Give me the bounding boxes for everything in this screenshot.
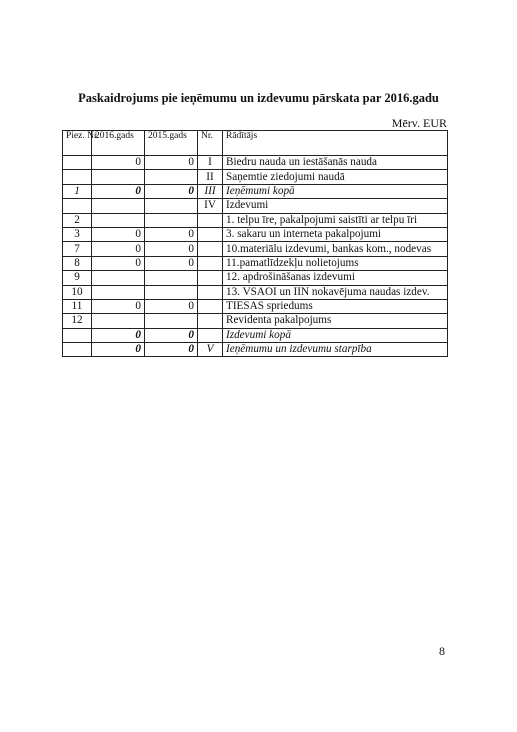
value-2015-cell: 0: [145, 184, 198, 198]
value-2015-cell: 0: [145, 299, 198, 313]
note-cell: 1: [63, 184, 92, 198]
value-2016-cell: [92, 170, 145, 184]
note-cell: 8: [63, 256, 92, 270]
indicator-cell: Ieņēmumi kopā: [223, 184, 448, 198]
value-2016-cell: 0: [92, 242, 145, 256]
roman-number-cell: II: [198, 170, 223, 184]
table-row: [63, 213, 448, 227]
indicator-cell: TIESAS spriedums: [223, 299, 448, 313]
indicator-cell: 1. telpu īre, pakalpojumi saistīti ar telpu īri: [223, 213, 448, 227]
indicator-cell: Izdevumi: [223, 199, 448, 213]
value-2015-cell: [145, 314, 198, 328]
roman-number-cell: [198, 213, 223, 227]
value-2015-cell: 0: [145, 256, 198, 270]
note-cell: 7: [63, 242, 92, 256]
value-2016-cell: [92, 285, 145, 299]
table-row-total: [63, 184, 448, 198]
value-2016-cell: [92, 213, 145, 227]
roman-number-cell: [198, 271, 223, 285]
roman-number-cell: [198, 328, 223, 342]
value-2015-cell: [145, 271, 198, 285]
indicator-cell: 3. sakaru un interneta pakalpojumi: [223, 227, 448, 241]
table-row: [63, 314, 448, 328]
table-row-total: [63, 343, 448, 357]
value-2016-cell: 0: [92, 156, 145, 170]
table-row: [63, 199, 448, 213]
measurement-unit: Mērv. EUR: [391, 116, 447, 130]
note-cell: 2: [63, 213, 92, 227]
value-2016-cell: 0: [92, 343, 145, 357]
roman-number-cell: [198, 256, 223, 270]
roman-number-cell: IV: [198, 199, 223, 213]
value-2015-cell: 0: [145, 242, 198, 256]
value-2016-cell: 0: [92, 227, 145, 241]
note-cell: 10: [63, 285, 92, 299]
indicator-cell: Saņemtie ziedojumi naudā: [223, 170, 448, 184]
note-cell: 11: [63, 299, 92, 313]
value-2016-cell: [92, 314, 145, 328]
header-year-2015: 2015.gads: [145, 131, 198, 156]
report-table: [62, 130, 448, 357]
table-row: [63, 271, 448, 285]
indicator-cell: 11.pamatlīdzekļu nolietojums: [223, 256, 448, 270]
indicator-cell: Revidenta pakalpojums: [223, 314, 448, 328]
page-title: Paskaidrojums pie ieņēmumu un izdevumu pārskata par 2016.gadu: [78, 91, 439, 105]
header-note-number: Piez. Nr.: [63, 131, 92, 156]
note-cell: 12: [63, 314, 92, 328]
value-2015-cell: [145, 213, 198, 227]
roman-number-cell: V: [198, 343, 223, 357]
roman-number-cell: [198, 299, 223, 313]
value-2015-cell: [145, 199, 198, 213]
roman-number-cell: [198, 242, 223, 256]
table-row: [63, 299, 448, 313]
value-2015-cell: 0: [145, 156, 198, 170]
table-row: [63, 156, 448, 170]
table-row-total: [63, 328, 448, 342]
table-header-row: [63, 131, 448, 156]
value-2016-cell: 0: [92, 256, 145, 270]
value-2016-cell: [92, 271, 145, 285]
indicator-cell: Ieņēmumu un izdevumu starpība: [223, 343, 448, 357]
indicator-cell: Biedru nauda un iestāšanās nauda: [223, 156, 448, 170]
note-cell: [63, 328, 92, 342]
note-cell: [63, 199, 92, 213]
header-number: Nr.: [198, 131, 223, 156]
value-2016-cell: 0: [92, 328, 145, 342]
value-2015-cell: [145, 170, 198, 184]
table-row: [63, 170, 448, 184]
header-year-2016: 2016.gads: [92, 131, 145, 156]
indicator-cell: 10.materiālu izdevumi, bankas kom., nodevas: [223, 242, 448, 256]
value-2016-cell: 0: [92, 184, 145, 198]
note-cell: 9: [63, 271, 92, 285]
table-row: [63, 227, 448, 241]
note-cell: [63, 156, 92, 170]
table-row: [63, 242, 448, 256]
header-indicator: Rādītājs: [223, 131, 448, 156]
value-2015-cell: 0: [145, 328, 198, 342]
roman-number-cell: I: [198, 156, 223, 170]
value-2015-cell: 0: [145, 227, 198, 241]
roman-number-cell: III: [198, 184, 223, 198]
roman-number-cell: [198, 314, 223, 328]
note-cell: [63, 343, 92, 357]
value-2015-cell: 0: [145, 343, 198, 357]
indicator-cell: 13. VSAOI un IIN nokavējuma naudas izdev.: [223, 285, 448, 299]
note-cell: [63, 170, 92, 184]
value-2015-cell: [145, 285, 198, 299]
roman-number-cell: [198, 227, 223, 241]
note-cell: 3: [63, 227, 92, 241]
indicator-cell: 12. apdrošināšanas izdevumi: [223, 271, 448, 285]
roman-number-cell: [198, 285, 223, 299]
page-number: 8: [439, 644, 445, 658]
value-2016-cell: 0: [92, 299, 145, 313]
table-row: [63, 256, 448, 270]
indicator-cell: Izdevumi kopā: [223, 328, 448, 342]
table-row: [63, 285, 448, 299]
value-2016-cell: [92, 199, 145, 213]
